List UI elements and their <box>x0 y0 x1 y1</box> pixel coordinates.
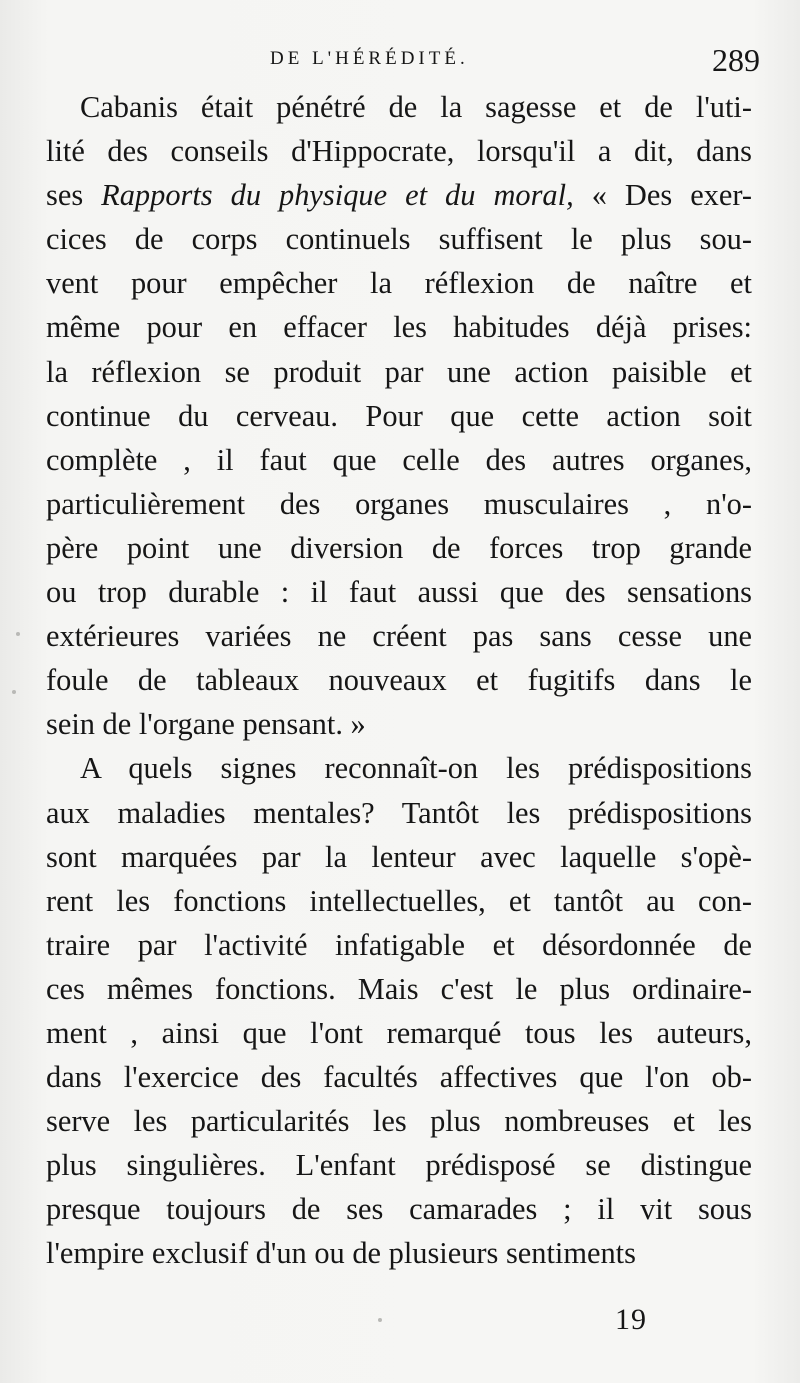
text-line: plus singulières. L'enfant prédisposé se distingue <box>46 1148 752 1183</box>
line-segment: « Des exer- <box>573 178 752 213</box>
text-line: presque toujours de ses camarades ; il vit sous <box>46 1192 752 1227</box>
text-line: continue du cerveau. Pour que cette action soit <box>46 398 752 433</box>
paper-speck <box>378 1318 382 1322</box>
text-line: traire par l'activité infatigable et désordonnée de <box>46 927 752 962</box>
running-head <box>40 42 760 82</box>
paper-speck <box>16 632 20 636</box>
text-line: extérieures variées ne créent pas sans cesse une <box>46 619 752 654</box>
text-line: foule de tableaux nouveaux et fugitifs dans le <box>46 663 752 698</box>
signature-mark: 19 <box>615 1303 647 1336</box>
text-line: cices de corps continuels suffisent le plus sou- <box>46 222 752 257</box>
text-line: ment , ainsi que l'ont remarqué tous les auteurs, <box>46 1015 752 1050</box>
text-line: rent les fonctions intellectuelles, et tantôt au con- <box>46 883 752 918</box>
text-line: serve les particularités les plus nombreuses et les <box>46 1104 752 1139</box>
running-title: DE L'HÉRÉDITÉ. <box>270 48 469 69</box>
text-line: complète , il faut que celle des autres organes, <box>46 442 752 477</box>
text-line: ou trop durable : il faut aussi que des sensations <box>46 575 752 610</box>
text-line: l'empire exclusif d'un ou de plusieurs sentiments <box>46 1236 636 1271</box>
text-line: particulièrement des organes musculaires , n'o- <box>46 486 752 521</box>
text-line: la réflexion se produit par une action paisible et <box>46 354 752 389</box>
body-text <box>46 85 752 1276</box>
text-line: même pour en effacer les habitudes déjà prises: <box>46 310 752 345</box>
text-line <box>46 173 752 217</box>
text-line: Cabanis était pénétré de la sagesse et de l'uti- <box>80 90 752 124</box>
text-line: aux maladies mentales? Tantôt les prédispositions <box>46 795 752 830</box>
text-line: sont marquées par la lenteur avec laquelle s'opè- <box>46 839 752 874</box>
page-number: 289 <box>712 42 760 78</box>
text-line: ces mêmes fonctions. Mais c'est le plus ordinaire- <box>46 971 752 1006</box>
book-title-italic: Rapports du physique et du moral, <box>101 178 574 213</box>
paper-speck <box>12 690 16 694</box>
text-line: vent pour empêcher la réflexion de naître et <box>46 266 752 301</box>
text-line: lité des conseils d'Hippocrate, lorsqu'il a dit, dans <box>46 134 752 169</box>
text-line: père point une diversion de forces trop grande <box>46 530 752 565</box>
text-line: dans l'exercice des facultés affectives que l'on ob- <box>46 1060 752 1095</box>
line-segment: ses <box>46 178 102 213</box>
text-line: sein de l'organe pensant. » <box>46 707 366 742</box>
text-line: A quels signes reconnaît-on les prédispositions <box>80 751 752 786</box>
